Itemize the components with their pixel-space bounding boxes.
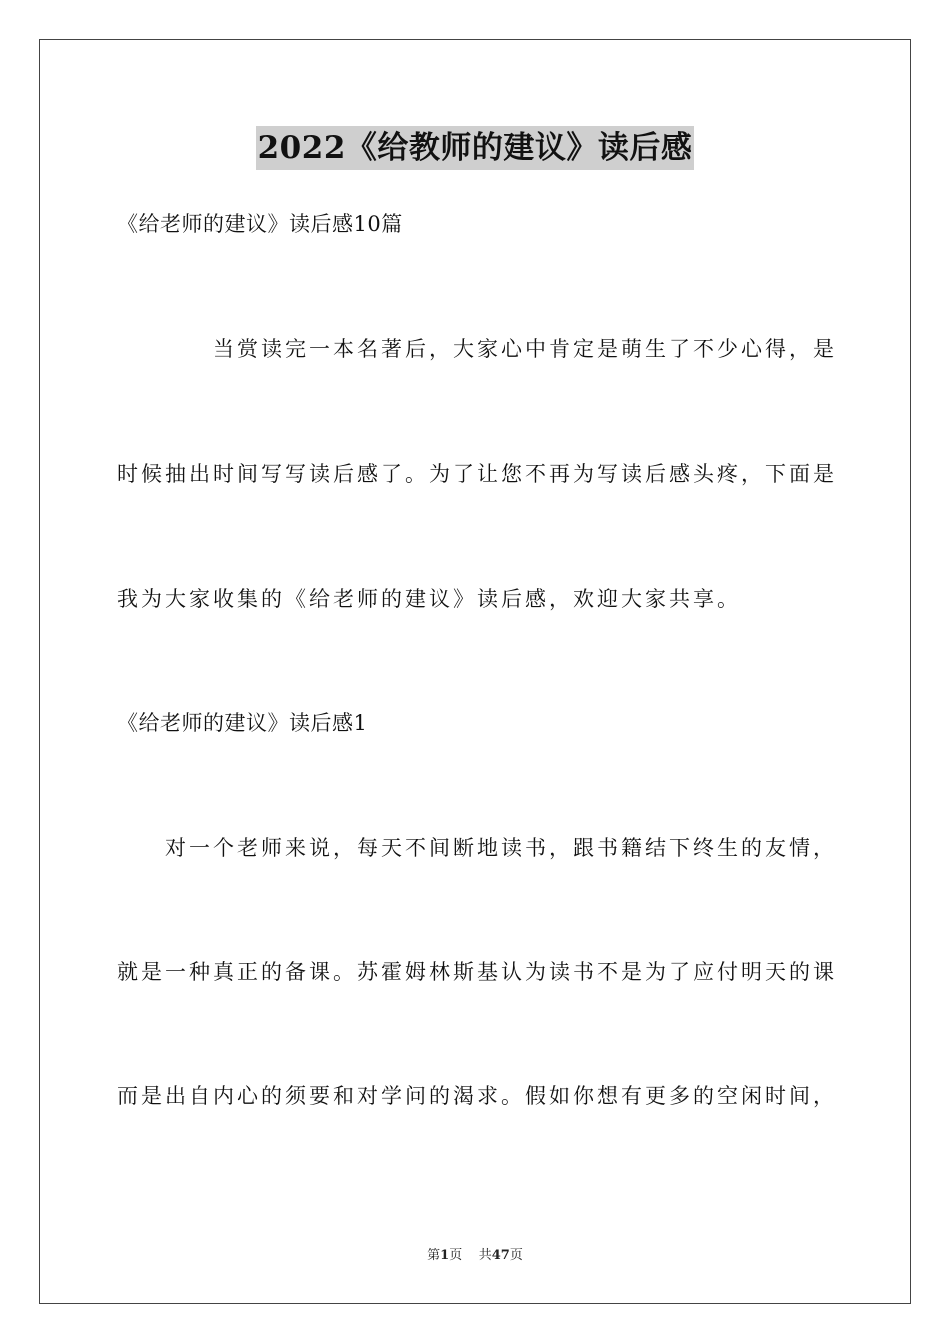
document-title: 2022《给教师的建议》读后感 — [256, 126, 695, 170]
footer-total-pages: 47 — [491, 1248, 510, 1263]
paragraph-2-line-1: 对一个老师来说，每天不间断地读书，跟书籍结下终生的友情， — [165, 836, 837, 860]
footer-page-prefix: 第 — [427, 1248, 441, 1263]
title-container — [0, 126, 950, 170]
paragraph-2-line-3: 而是出自内心的须要和对学问的渴求。假如你想有更多的空闲时间， — [117, 1084, 837, 1108]
footer-total-suffix: 页 — [509, 1248, 523, 1263]
footer-page-suffix: 页 — [449, 1248, 463, 1263]
paragraph-1-line-1: 当赏读完一本名著后，大家心中肯定是萌生了不少心得，是 — [213, 337, 837, 361]
page-footer — [0, 1247, 950, 1265]
footer-current-page: 1 — [440, 1248, 450, 1263]
document-subtitle: 《给老师的建议》读后感10篇 — [117, 212, 403, 236]
section-1-heading: 《给老师的建议》读后感1 — [117, 711, 368, 735]
footer-total-prefix: 共 — [478, 1248, 492, 1263]
paragraph-1-line-3: 我为大家收集的《给老师的建议》读后感，欢迎大家共享。 — [117, 587, 741, 611]
paragraph-2-line-2: 就是一种真正的备课。苏霍姆林斯基认为读书不是为了应付明天的课 — [117, 960, 837, 984]
paragraph-1-line-2: 时候抽出时间写写读后感了。为了让您不再为写读后感头疼，下面是 — [117, 462, 837, 486]
